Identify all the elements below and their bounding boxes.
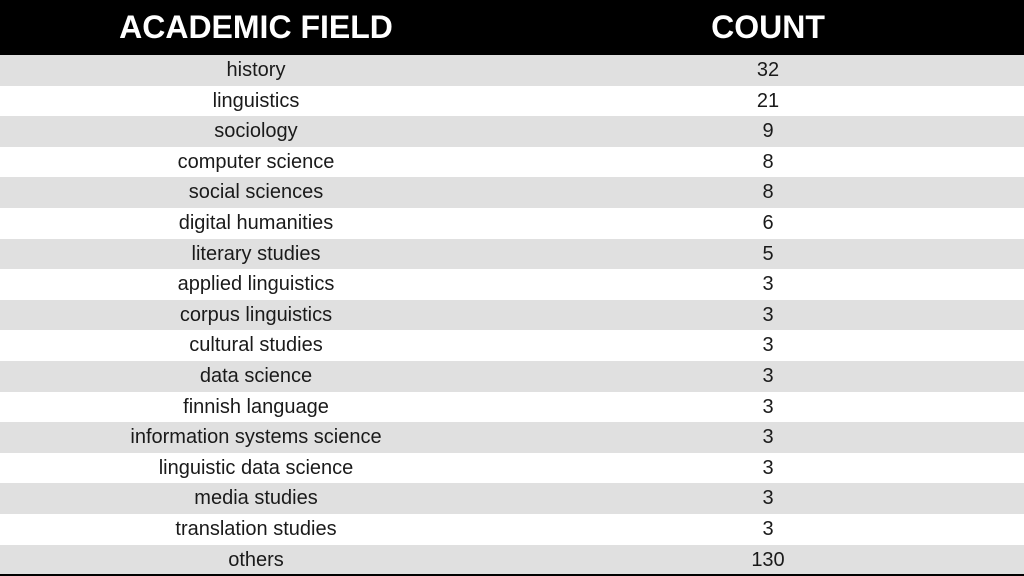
cell-count: 3 [762, 517, 774, 540]
table-row [0, 300, 1024, 331]
table-row [0, 330, 1024, 361]
table-row [0, 422, 1024, 453]
cell-field: media studies [194, 487, 318, 510]
cell-field: literary studies [191, 242, 321, 265]
cell-field: linguistics [212, 89, 300, 112]
table-row [0, 147, 1024, 178]
table-row [0, 392, 1024, 423]
table-row [0, 86, 1024, 117]
table-header [0, 0, 1024, 55]
cell-field: linguistic data science [158, 456, 354, 479]
cell-field: finnish language [183, 395, 329, 418]
cell-count: 3 [762, 334, 774, 357]
table-row [0, 361, 1024, 392]
table-row [0, 545, 1024, 576]
cell-count: 8 [762, 181, 774, 204]
table-row [0, 208, 1024, 239]
cell-field: information systems science [130, 426, 382, 449]
table-row [0, 269, 1024, 300]
table-row [0, 483, 1024, 514]
cell-count: 3 [762, 273, 774, 296]
cell-count: 3 [762, 395, 774, 418]
header-count: COUNT [711, 9, 825, 45]
cell-count: 32 [756, 59, 780, 81]
cell-field: corpus linguistics [179, 303, 333, 326]
table-row [0, 239, 1024, 270]
cell-field: social sciences [188, 181, 324, 204]
header-academic-field: ACADEMIC FIELD [119, 9, 393, 45]
cell-count: 9 [762, 120, 774, 143]
table-body [0, 55, 1024, 575]
cell-count: 3 [762, 364, 774, 387]
cell-field: sociology [214, 120, 298, 143]
cell-field: cultural studies [189, 334, 323, 357]
cell-field: history [226, 59, 286, 81]
table-row [0, 514, 1024, 545]
cell-count: 3 [762, 303, 774, 326]
cell-field: translation studies [175, 517, 337, 540]
cell-count: 130 [751, 548, 785, 571]
cell-count: 3 [762, 487, 774, 510]
cell-field: applied linguistics [177, 273, 335, 296]
table-row [0, 55, 1024, 86]
cell-count: 6 [762, 211, 774, 234]
table-row [0, 177, 1024, 208]
cell-count: 8 [762, 150, 774, 173]
cell-count: 5 [762, 242, 774, 265]
cell-field: computer science [177, 150, 335, 173]
cell-count: 3 [762, 426, 774, 449]
table-row [0, 453, 1024, 484]
cell-field: digital humanities [178, 211, 334, 234]
cell-field: data science [199, 364, 313, 387]
cell-count: 3 [762, 456, 774, 479]
cell-field: others [228, 548, 284, 571]
table-row [0, 116, 1024, 147]
cell-count: 21 [756, 89, 780, 112]
